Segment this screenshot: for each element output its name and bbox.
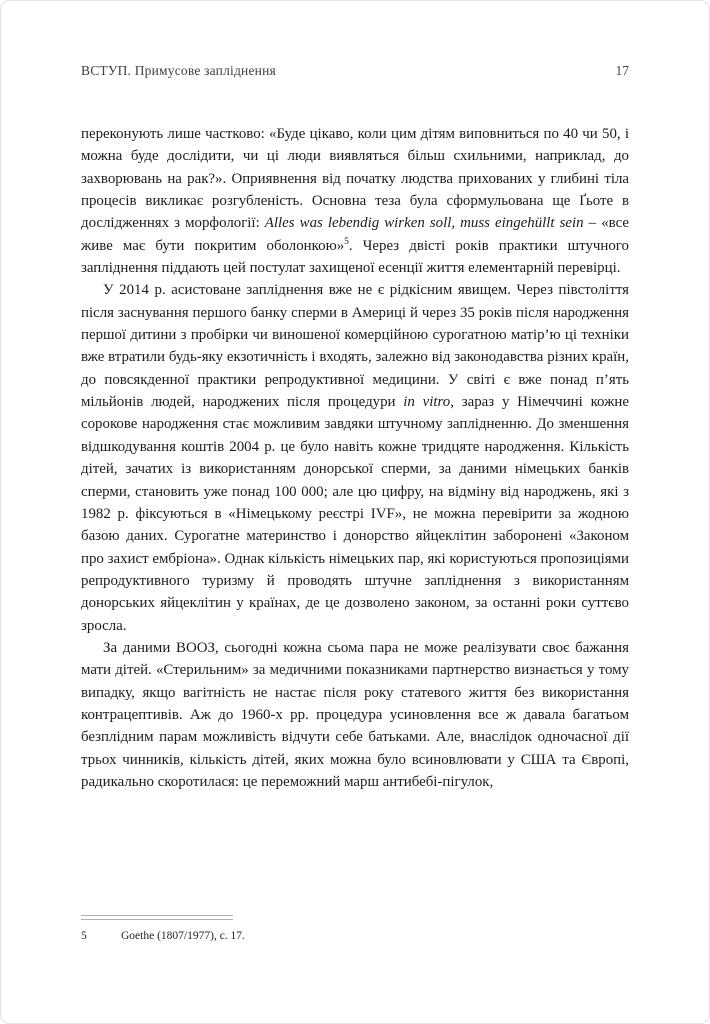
page-number: 17: [615, 63, 629, 78]
text-run-italic: in vitro: [403, 394, 451, 411]
running-header: [81, 63, 629, 79]
paragraph-3: [81, 637, 629, 793]
footnote-reference-5: 5: [344, 236, 349, 247]
text-run: . Через двісті років практики штучного запліднення піддають цей постулат захищеної есенції життя елементарній перевірці.: [81, 237, 629, 277]
body-text: [81, 123, 629, 793]
text-run: У 2014 р. асистоване запліднення вже не є рідкісним явищем. Через півстоліття після заснування першого банку сперми в Америці й через 35 років після народження першої дитини з пробірки чи виношеної комерційною сурогатною матір’ю ці техніки вже втратили будь-яку екзотичність і входять, залежно від законодавства різних країн, до повсякденної практики репродуктивної медицини. У світі є вже понад п’ять мільйонів людей, народжених після процедури: [81, 282, 629, 411]
text-run: , зараз у Німеччині кожне сорокове народження стає можливим завдяки штучному заплідненню. До зменшення відшкодування коштів 2004 р. це було навіть кожне тридцяте народження. Кількість дітей, зачатих із використанням донорської сперми, за даними німецьких банків сперми, становить уже понад 100 000; але цю цифру, на відміну від народжень, які з 1982 р. фіксуються в «Німецькому реєстрі IVF», не можна перевірити за жодною базою даних. Сурогатне материнство і донорство яйцеклітин заборонені «Законом про захист ембріона». Однак кількість німецьких пар, які користуються пропозиціями репродуктивного туризму й проводять штучне запліднення з використанням донорських яйцеклітин у країнах, де це дозволено законом, за останні роки суттєво зросла.: [81, 394, 629, 634]
text-run: – «все живе має бути покритим оболонкою»: [81, 215, 629, 254]
footnote-text: Goethe (1807/1977), с. 17.: [121, 930, 245, 942]
text-run-italic: Alles was lebendig wirken soll, muss eingehüllt sein: [264, 215, 584, 232]
paragraph-2: [81, 279, 629, 637]
text-run: За даними ВООЗ, сьогодні кожна сьома пара не може реалізувати своє бажання мати дітей. «Стерильним» за медичними показниками партнерство визнається у тому випадку, якщо вагітність не настає після року статевого життя без використання контрацептивів. Аж до 1960-х рр. процедура усиновлення все ж давала багатьом безплідним парам можливість відчути себе батьками. Але, внаслідок одночасної дії трьох чинників, кількість дітей, яких можна було всиновлювати у США та Європі, радикально скоротилася: це переможний марш антибебі-пігулок,: [81, 639, 629, 790]
chapter-title: ВСТУП. Примусове запліднення: [81, 63, 276, 78]
footnote-rule: [81, 915, 233, 920]
paragraph-1: [81, 123, 629, 279]
footnote-marker: 5: [81, 930, 87, 942]
footnote-area: [81, 915, 629, 944]
footnote: [81, 929, 629, 944]
text-run: переконують лише частково: «Буде цікаво, коли цим дітям виповниться по 40 чи 50, і можна буде дослідити, чи ці люди виявляться більш схильними, наприклад, до захворювань на рак?». Оприявнення від початку людства прихованих у глибині тіла процесів викликає розгубленість. Основна теза була сформульована ще Ґьоте в дослідженнях з морфології:: [81, 126, 629, 232]
